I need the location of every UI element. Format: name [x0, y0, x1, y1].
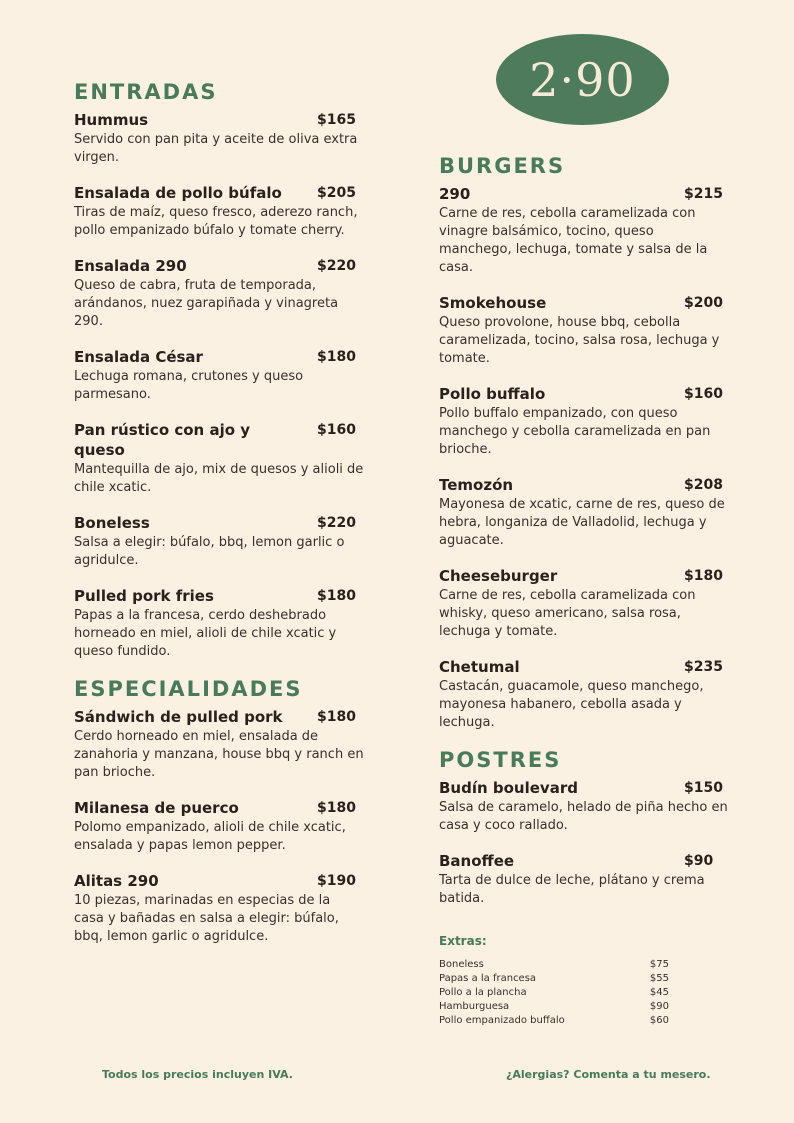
menu-item-description: Lechuga romana, crutones y queso parmesano. [74, 369, 304, 402]
menu-item-name: Pan rústico con ajo y queso [74, 421, 251, 459]
extras-item-price: $75 [649, 959, 669, 970]
menu-item [439, 778, 729, 835]
extras-item [439, 986, 669, 1000]
section-title: BURGERS [439, 154, 566, 178]
menu-item-name: Hummus [74, 111, 149, 129]
menu-item-price: $90 [684, 853, 714, 869]
menu-item-price: $215 [684, 186, 723, 202]
menu-item-description: Castacán, guacamole, queso manchego, mayonesa habanero, cebolla asada y lechuga. [439, 679, 704, 730]
menu-item-price: $180 [684, 568, 723, 584]
menu-item-description: Carne de res, cebolla caramelizada con vinagre balsámico, tocino, queso manchego, lechuga, tomate y salsa de la casa. [439, 206, 708, 275]
menu-item [74, 347, 364, 404]
extras-item-name: Boneless [439, 959, 484, 970]
menu-item-description: Mayonesa de xcatic, carne de res, queso de hebra, longaniza de Valladolid, lechuga y aguacate. [439, 497, 725, 548]
menu-item-price: $190 [317, 873, 356, 889]
menu-item-name: Ensalada César [74, 348, 203, 366]
menu-item [74, 798, 364, 855]
extras-item-price: $45 [649, 987, 669, 998]
menu-item [74, 420, 364, 497]
restaurant-logo: 2·90 [496, 34, 669, 125]
extras-section [439, 934, 669, 1028]
menu-item [74, 707, 364, 782]
extras-item-name: Pollo a la plancha [439, 987, 527, 998]
menu-item-description: Tarta de dulce de leche, plátano y crema batida. [439, 873, 705, 906]
left-column [74, 80, 364, 962]
menu-item-name: 290 [439, 185, 471, 203]
section-title: ENTRADAS [74, 80, 218, 104]
menu-item-price: $208 [684, 477, 723, 493]
extras-item-name: Pollo empanizado buffalo [439, 1015, 565, 1026]
menu-item-description: 10 piezas, marinadas en especias de la casa y bañadas en salsa a elegir: búfalo, bbq, lemon garlic o agridulce. [74, 893, 339, 944]
menu-item-description: Salsa a elegir: búfalo, bbq, lemon garlic o agridulce. [74, 535, 345, 568]
menu-item-name: Boneless [74, 514, 150, 532]
menu-item-price: $180 [317, 800, 356, 816]
menu-item-description: Tiras de maíz, queso fresco, aderezo ranch, pollo empanizado búfalo y tomate cherry. [74, 205, 358, 238]
menu-item [439, 566, 729, 641]
menu-item-description: Polomo empanizado, alioli de chile xcatic, ensalada y papas lemon pepper. [74, 820, 346, 853]
section-title: POSTRES [439, 748, 562, 772]
menu-item [74, 513, 364, 570]
extras-item-price: $90 [649, 1001, 669, 1012]
menu-item-price: $180 [317, 709, 356, 725]
menu-item-name: Alitas 290 [74, 872, 159, 890]
extras-item-name: Papas a la francesa [439, 973, 537, 984]
menu-item-description: Queso de cabra, fruta de temporada, arándanos, nuez garapiñada y vinagreta 290. [74, 278, 339, 329]
menu-item [74, 110, 364, 167]
menu-item-name: Sándwich de pulled pork [74, 708, 283, 726]
menu-item-name: Pollo buffalo [439, 385, 546, 403]
menu-item-price: $220 [317, 515, 356, 531]
menu-item-description: Cerdo horneado en miel, ensalada de zanahoria y manzana, house bbq y ranch en pan brioche. [74, 729, 364, 780]
menu-item [439, 851, 729, 908]
footer-allergy-note: ¿Alergias? Comenta a tu mesero. [506, 1068, 711, 1081]
menu-item-description: Queso provolone, house bbq, cebolla caramelizada, tocino, salsa rosa, lechuga y tomate. [439, 315, 720, 366]
right-column [439, 154, 729, 924]
menu-item-price: $235 [684, 659, 723, 675]
section-title: ESPECIALIDADES [74, 677, 303, 701]
menu-item-description: Salsa de caramelo, helado de piña hecho en casa y coco rallado. [439, 800, 728, 833]
menu-item-name: Milanesa de puerco [74, 799, 239, 817]
menu-item-name: Budín boulevard [439, 779, 578, 797]
menu-item-name: Banoffee [439, 852, 515, 870]
menu-item-price: $180 [317, 588, 356, 604]
menu-item-name: Pulled pork fries [74, 587, 214, 605]
menu-item [439, 384, 729, 459]
menu-item [439, 657, 729, 732]
extras-title: Extras: [439, 934, 487, 948]
menu-item-name: Smokehouse [439, 294, 547, 312]
menu-item-name: Cheeseburger [439, 567, 558, 585]
menu-item-description: Papas a la francesa, cerdo deshebrado horneado en miel, alioli de chile xcatic y queso fundido. [74, 608, 337, 659]
menu-item [439, 475, 729, 550]
extras-item-price: $60 [649, 1015, 669, 1026]
menu-item [74, 871, 364, 946]
menu-item-name: Ensalada de pollo búfalo [74, 184, 282, 202]
menu-item-description: Pollo buffalo empanizado, con queso manchego y cebolla caramelizada en pan brioche. [439, 406, 711, 457]
menu-item [439, 293, 729, 368]
menu-item-price: $205 [317, 185, 356, 201]
extras-item [439, 1000, 669, 1014]
menu-item-name: Chetumal [439, 658, 520, 676]
menu-item [74, 256, 364, 331]
menu-item-price: $150 [684, 780, 723, 796]
menu-item-description: Servido con pan pita y aceite de oliva extra virgen. [74, 132, 358, 165]
menu-item [74, 183, 364, 240]
menu-item [74, 586, 364, 661]
menu-item-name: Temozón [439, 476, 514, 494]
extras-item [439, 958, 669, 972]
menu-item-price: $165 [317, 112, 356, 128]
menu-item [439, 184, 729, 277]
menu-item-description: Carne de res, cebolla caramelizada con whisky, queso americano, salsa rosa, lechuga y tomate. [439, 588, 696, 639]
extras-item-price: $55 [649, 973, 669, 984]
extras-list [439, 958, 669, 1028]
menu-item-name: Ensalada 290 [74, 257, 187, 275]
extras-item [439, 1014, 669, 1028]
footer-tax-note: Todos los precios incluyen IVA. [102, 1068, 293, 1081]
extras-item [439, 972, 669, 986]
menu-item-price: $180 [317, 349, 356, 365]
menu-item-price: $220 [317, 258, 356, 274]
menu-item-price: $160 [684, 386, 723, 402]
menu-item-price: $160 [317, 422, 356, 438]
extras-item-name: Hamburguesa [439, 1001, 510, 1012]
menu-item-price: $200 [684, 295, 723, 311]
menu-item-description: Mantequilla de ajo, mix de quesos y alioli de chile xcatic. [74, 462, 364, 495]
